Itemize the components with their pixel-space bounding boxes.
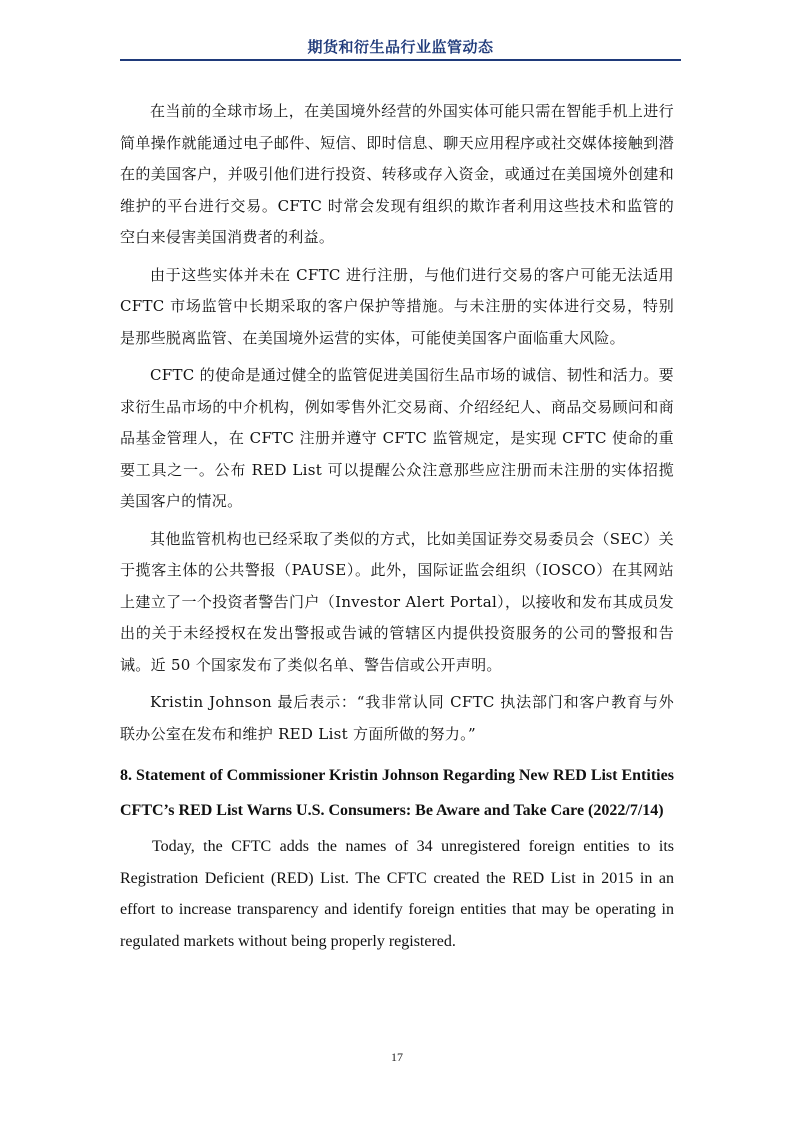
header-divider	[120, 59, 681, 61]
paragraph-cftc-mission: CFTC 的使命是通过健全的监管促进美国衍生品市场的诚信、韧性和活力。要求衍生品市场的中介机构，例如零售外汇交易商、介绍经纪人、商品交易顾问和商品基金管理人，在 CFTC 注册并遵守 CFTC 监管规定，是实现 CFTC 使命的重要工具之一。公布 RED List 可以提醒公众注意那些应注册而未注册的实体招揽美国客户的情况。	[120, 366, 674, 510]
paragraph-unregistered-risk: 由于这些实体并未在 CFTC 进行注册，与他们进行交易的客户可能无法适用 CFTC 市场监管中长期采取的客户保护等措施。与未注册的实体进行交易，特别是那些脱离监管、在美国境外运营的实体，可能使美国客户面临重大风险。	[120, 265, 674, 347]
paragraph-johnson-quote: Kristin Johnson 最后表示：“我非常认同 CFTC 执法部门和客户教育与外联办公室在发布和维护 RED List 方面所做的努力。”	[120, 693, 674, 743]
paragraph-other-regulators: 其他监管机构也已经采取了类似的方式，比如美国证券交易委员会（SEC）关于揽客主体的公共警报（PAUSE）。此外，国际证监会组织（IOSCO）在其网站上建立了一个投资者警告门户（Investor Alert Portal），以接收和发布其成员发出的关于未经授权在发出警报或告诫的管辖区内提供投资服务的公司的警报和告诫。近 50 个国家发布了类似名单、警告信或公开声明。	[120, 529, 674, 674]
page-number: 17	[391, 1050, 403, 1064]
paragraph-global-market: 在当前的全球市场上，在美国境外经营的外国实体可能只需在智能手机上进行简单操作就能通过电子邮件、短信、即时信息、聊天应用程序或社交媒体接触到潜在的美国客户，并吸引他们进行投资、转移或存入资金，或通过在美国境外创建和维护的平台进行交易。CFTC 时常会发现有组织的欺诈者利用这些技术和监管的空白来侵害美国消费者的利益。	[120, 102, 674, 246]
section-body: Today, the CFTC adds the names of 34 unregistered foreign entities to its Registration Deficient (RED) List. The CFTC created the RED List in 2015 in an effort to increase transparency and identify foreign entities that may be operating in regulated markets without being properly registered.	[120, 838, 674, 950]
page-content	[120, 96, 674, 957]
section-subheading: CFTC’s RED List Warns U.S. Consumers: Be Aware and Take Care (2022/7/14)	[120, 802, 664, 819]
section-heading: 8. Statement of Commissioner Kristin Johnson Regarding New RED List Entities	[120, 767, 674, 784]
header-title: 期货和衍生品行业监管动态	[307, 38, 494, 56]
page-header	[120, 36, 681, 58]
